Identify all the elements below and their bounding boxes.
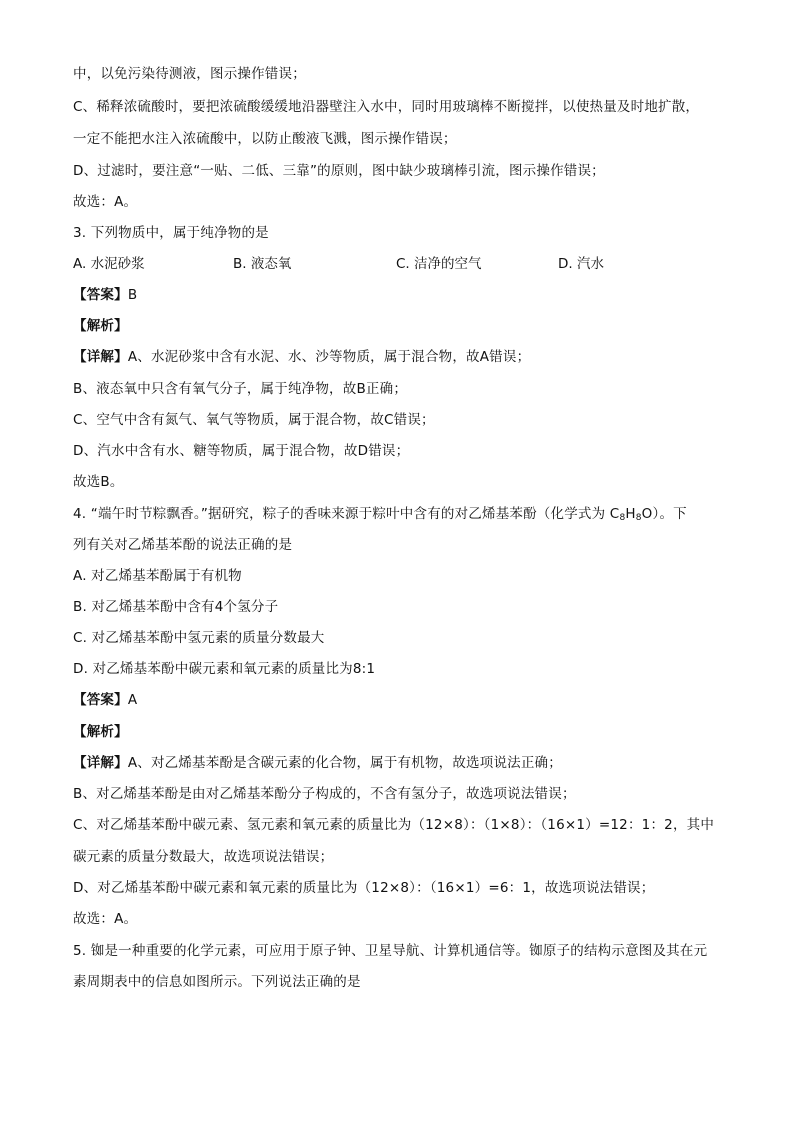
text-line: D、过滤时，要注意“一贴、二低、三靠”的原则，图中缺少玻璃棒引流，图示操作错误； [73, 163, 605, 179]
detail-line: 碳元素的质量分数最大，故选项说法错误； [73, 849, 334, 865]
option-d: D. 汽水 [558, 256, 604, 272]
answer-line [73, 285, 137, 305]
question-5-stem: 5. 铷是一种重要的化学元素，可应用于原子钟、卫星导航、计算机通信等。铷原子的结构示意图及其在元 [73, 943, 708, 959]
analysis-tag: 【解析】 [73, 724, 128, 740]
question-4-stem [73, 504, 687, 528]
option-b: B. 液态氧 [233, 256, 292, 272]
detail-line: C、对乙烯基苯酚中碳元素、氢元素和氧元素的质量比为（12×8）：（1×8）：（16×1）=12：1：2，其中 [73, 817, 715, 833]
detail-line [73, 347, 530, 367]
analysis-line [73, 316, 128, 336]
detail-tag: 【详解】 [73, 755, 128, 771]
text-line: 一定不能把水注入浓硫酸中，以防止酸液飞溅，图示操作错误； [73, 131, 457, 147]
stem-text: 4. “端午时节粽飘香。”据研究，粽子的香味来源于粽叶中含有的对乙烯基苯酚（化学式为 C [73, 506, 620, 522]
detail-line: C、空气中含有氮气、氧气等物质，属于混合物，故C错误； [73, 412, 435, 428]
analysis-tag: 【解析】 [73, 318, 128, 334]
stem-text: O）。下 [641, 506, 687, 522]
detail-line: 故选：A。 [73, 911, 138, 927]
option-c: C. 洁净的空气 [396, 256, 482, 272]
detail-text: A、水泥砂浆中含有水泥、水、沙等物质，属于混合物，故A错误； [127, 349, 531, 365]
answer-line [73, 690, 137, 710]
detail-line: B、液态氧中只含有氧气分子，属于纯净物，故B正确； [73, 381, 408, 397]
answer-value: B [127, 287, 138, 303]
option-a: A. 对乙烯基苯酚属于有机物 [73, 568, 242, 584]
subscript: 8 [635, 513, 642, 523]
subscript: 8 [619, 513, 626, 523]
option-a: A. 水泥砂浆 [73, 256, 145, 272]
answer-value: A [127, 692, 138, 708]
answer-tag: 【答案】 [73, 692, 128, 708]
text-line: 故选：A。 [73, 194, 138, 210]
detail-tag: 【详解】 [73, 349, 128, 365]
text-line: 中，以免污染待测液，图示操作错误； [73, 66, 306, 82]
option-b: B. 对乙烯基苯酚中含有4个氢分子 [73, 599, 279, 615]
analysis-line [73, 722, 128, 742]
detail-text: A、对乙烯基苯酚是含碳元素的化合物，属于有机物，故选项说法正确； [127, 755, 562, 771]
question-3-options [73, 254, 733, 274]
question-3-stem: 3. 下列物质中，属于纯净物的是 [73, 225, 269, 241]
detail-line: D、汽水中含有水、糖等物质，属于混合物，故D错误； [73, 443, 410, 459]
question-5-stem: 素周期表中的信息如图所示。下列说法正确的是 [73, 974, 361, 990]
stem-text: H [625, 506, 636, 522]
question-4-stem: 列有关对乙烯基苯酚的说法正确的是 [73, 537, 293, 553]
detail-line: B、对乙烯基苯酚是由对乙烯基苯酚分子构成的，不含有氢分子，故选项说法错误； [73, 786, 576, 802]
detail-line [73, 753, 562, 773]
detail-line: D、对乙烯基苯酚中碳元素和氧元素的质量比为（12×8）：（16×1）=6：1，故选项说法错误； [73, 880, 655, 896]
option-c: C. 对乙烯基苯酚中氢元素的质量分数最大 [73, 630, 325, 646]
option-d: D. 对乙烯基苯酚中碳元素和氧元素的质量比为8:1 [73, 661, 376, 677]
text-line: C、稀释浓硫酸时，要把浓硫酸缓缓地沿器壁注入水中，同时用玻璃棒不断搅拌，以使热量及时地扩散， [73, 99, 700, 115]
answer-tag: 【答案】 [73, 287, 128, 303]
detail-line: 故选B。 [73, 474, 124, 490]
